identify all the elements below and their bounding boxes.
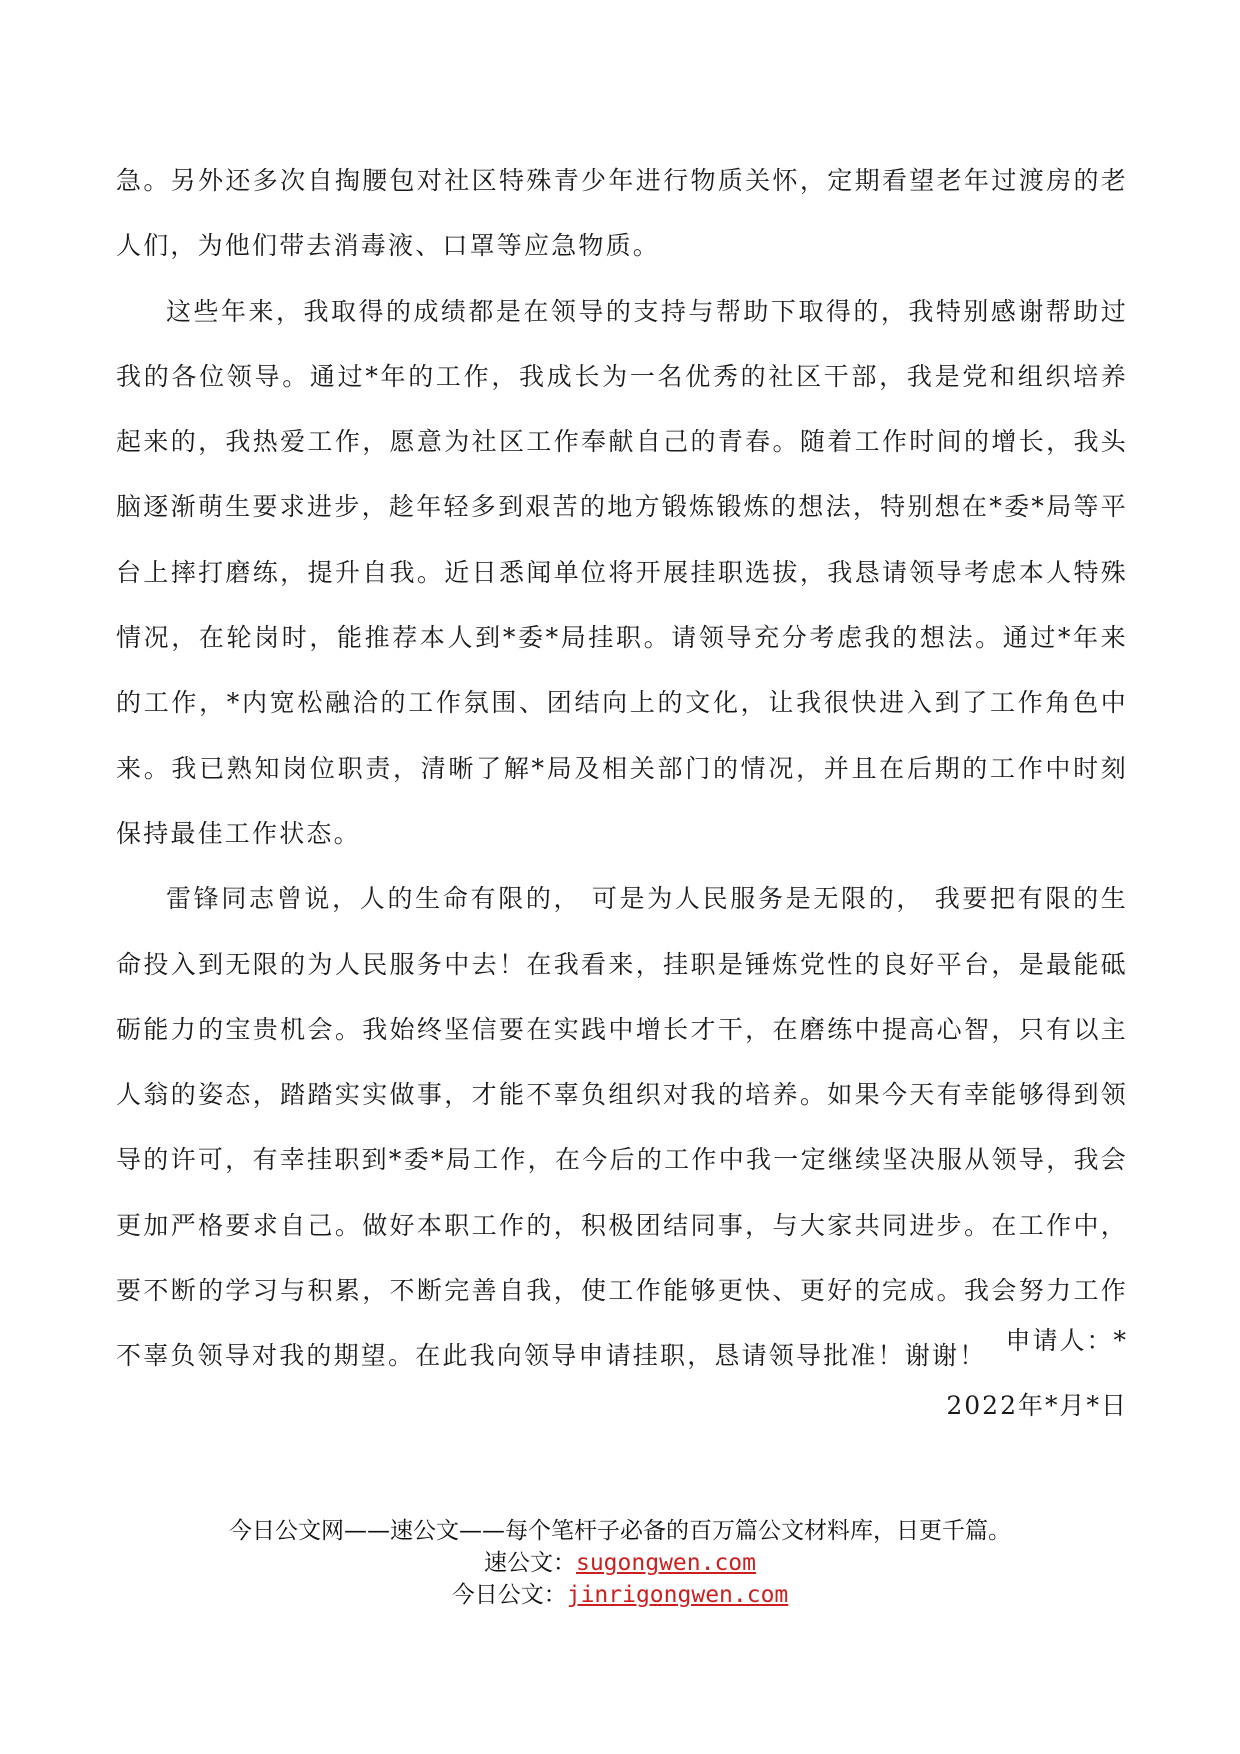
signature-block (946, 1308, 1128, 1439)
jinrigongwen-link[interactable]: jinrigongwen.com (566, 1582, 789, 1608)
footer-sugongwen-label: 速公文： (483, 1550, 576, 1576)
paragraph-3: 雷锋同志曾说，人的生命有限的， 可是为人民服务是无限的， 我要把有限的生命投入到无限的为人民服务中去！在我看来，挂职是锤炼党性的良好平台，是最能砥砺能力的宝贵机会。我始终坚信要在实践中增长才干，在磨练中提高心智，只有以主人翁的姿态，踏踏实实做事，才能不辜负组织对我的培养。如果今天有幸能够得到领导的许可，有幸挂职到*委*局工作，在今后的工作中我一定继续坚决服从领导，我会更加严格要求自己。做好本职工作的，积极团结同事，与大家共同进步。在工作中，要不断的学习与积累，不断完善自我，使工作能够更快、更好的完成。我会努力工作不辜负领导对我的期望。在此我向领导申请挂职，恳请领导批准！谢谢！ (116, 884, 1128, 1371)
footer-line-sugongwen (0, 1547, 1240, 1579)
date-line: 2022年*月*日 (946, 1391, 1128, 1421)
footer-tagline: 今日公文网——速公文——每个笔杆子必备的百万篇公文材料库，日更千篇。 (229, 1518, 1011, 1544)
footer-line-jinrigongwen (0, 1579, 1240, 1611)
footer-jinrigongwen-label: 今日公文： (451, 1582, 567, 1608)
sugongwen-link[interactable]: sugongwen.com (575, 1550, 756, 1576)
document-body (116, 148, 1128, 1389)
applicant-line: 申请人：* (1005, 1326, 1128, 1355)
paragraph-2: 这些年来，我取得的成绩都是在领导的支持与帮助下取得的，我特别感谢帮助过我的各位领导。通过*年的工作，我成长为一名优秀的社区干部，我是党和组织培养起来的，我热爱工作，愿意为社区工作奉献自己的青春。随着工作时间的增长，我头脑逐渐萌生要求进步，趁年轻多到艰苦的地方锻炼锻炼的想法，特别想在*委*局等平台上摔打磨练，提升自我。近日悉闻单位将开展挂职选拔，我恳请领导考虑本人特殊情况，在轮岗时，能推荐本人到*委*局挂职。请领导充分考虑我的想法。通过*年来的工作，*内宽松融洽的工作氛围、团结向上的文化，让我很快进入到了工作角色中来。我已熟知岗位职责，清晰了解*局及相关部门的情况，并且在后期的工作中时刻保持最佳工作状态。 (116, 296, 1128, 848)
paragraph-1: 急。另外还多次自掏腰包对社区特殊青少年进行物质关怀，定期看望老年过渡房的老人们，为他们带去消毒液、口罩等应急物质。 (116, 166, 1128, 261)
footer (0, 1515, 1240, 1611)
